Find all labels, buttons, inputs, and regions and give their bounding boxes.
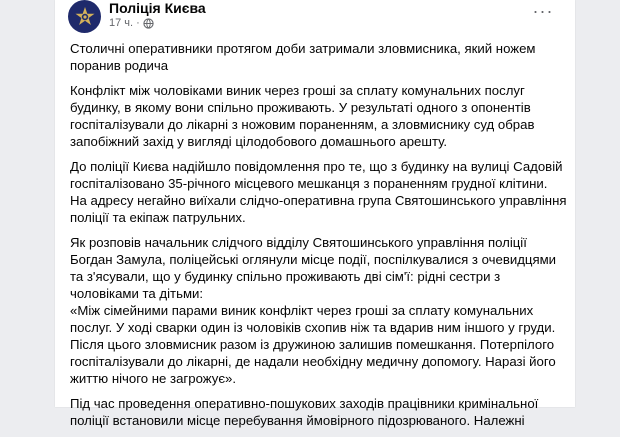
post-paragraph: До поліції Києва надійшло повідомлення про те, що з будинку на вулиці Садовій госпіталізовано 35-річного місцевого мешканця з пораненням грудної клітини. На адресу негайно виїхали слідчо-оперативна група Святошинського управління поліції та екіпаж патрульних.	[70, 159, 567, 225]
post-header	[65, 0, 565, 40]
meta-separator: ·	[136, 17, 140, 29]
post-timestamp[interactable]: 17 ч.	[109, 17, 134, 29]
page-name-link[interactable]: Поліція Києва	[109, 0, 206, 16]
post-paragraph-quote: Як розповів начальник слідчого відділу Святошинського управління поліції Богдан Замула, поліцейські оглянули місце події, поспілкувалися з очевидцями та з'ясували, що у будинку спільно проживають дві сім'ї: рідні сестри з чоловіками та дітьми: «Між сімейними парами виник конфлікт через гроші за сплату комунальних послуг. У ході сварки один із чоловіків схопив ніж та вдарив ним іншого у груди. Після цього зловмисник разом із дружиною залишив помешкання. Потерпілого госпіталізували до лікарні, де надали необхідну медичну допомогу. Наразі його життю нічого не загрожує».	[70, 235, 557, 386]
globe-icon	[143, 18, 154, 29]
post-paragraph-headline: Столичні оперативники протягом доби затримали зловмисника, який ножем поранив родича	[70, 41, 536, 73]
more-options-button[interactable]: ···	[532, 0, 554, 21]
post-paragraph: Конфлікт між чоловіками виник через гроші за сплату комунальних послуг будинку, в якому вони спільно проживають. У результаті одного з опонентів госпіталізували до лікарні з ножовим пораненням, а зловмиснику суд обрав запобіжний захід у вигляді цілодобового домашнього арешту.	[70, 83, 535, 149]
page-avatar[interactable]	[68, 0, 101, 33]
post-paragraph: Під час проведення оперативно-пошукових заходів працівники кримінальної поліції встановили місце перебування ймовірного підозрюваного. Належні	[70, 396, 539, 428]
post-body	[70, 40, 567, 437]
police-badge-icon	[74, 6, 96, 28]
facebook-post-card	[55, 0, 575, 428]
post-meta	[109, 17, 154, 30]
